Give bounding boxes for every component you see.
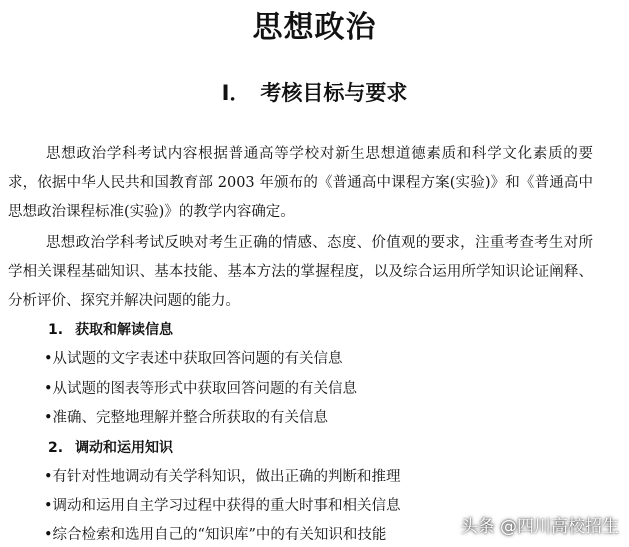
subsection-number: 2. (48, 440, 64, 456)
bullet-item: •调动和运用自主学习过程中获得的重大时事和相关信息 (44, 498, 401, 514)
page-title: 思想政治 (252, 10, 377, 45)
bullet-item: •准确、完整地理解并整合所获取的有关信息 (44, 410, 329, 426)
bullet-item: •从试题的文字表述中获取回答问题的有关信息 (44, 351, 343, 367)
watermark: 头条 @四川高校招生 (460, 517, 619, 537)
subsection-heading-1 (48, 319, 173, 341)
paragraph-1: 思想政治学科考试内容根据普通高等学校对新生思想道德素质和科学文化素质的要求，依据中华人民共和国教育部 2003 年颁布的《普通高中课程方案(实验)》和《普通高中思想政治课程标准(实验)》的教学内容确定。 (8, 146, 593, 220)
bullet-item: •从试题的图表等形式中获取回答问题的有关信息 (44, 381, 358, 397)
section-title: 考核目标与要求 (260, 81, 408, 105)
bullet-item: •综合检索和选用自己的“知识库”中的有关知识和技能 (44, 527, 387, 543)
subsection-heading-2 (48, 437, 173, 459)
paragraph-2: 思想政治学科考试反映对考生正确的情感、态度、价值观的要求，注重考查考生对所学相关课程基础知识、基本技能、基本方法的掌握程度，以及综合运用所学知识论证阐释、分析评价、探究并解决问题的能力。 (8, 235, 593, 309)
section-number: I． (221, 81, 251, 105)
subsection-title: 获取和解读信息 (75, 322, 174, 338)
section-heading (0, 78, 629, 108)
subsection-number: 1. (48, 322, 64, 338)
subsection-title: 调动和运用知识 (75, 440, 174, 456)
bullet-item: •有针对性地调动有关学科知识，做出正确的判断和推理 (44, 469, 401, 485)
